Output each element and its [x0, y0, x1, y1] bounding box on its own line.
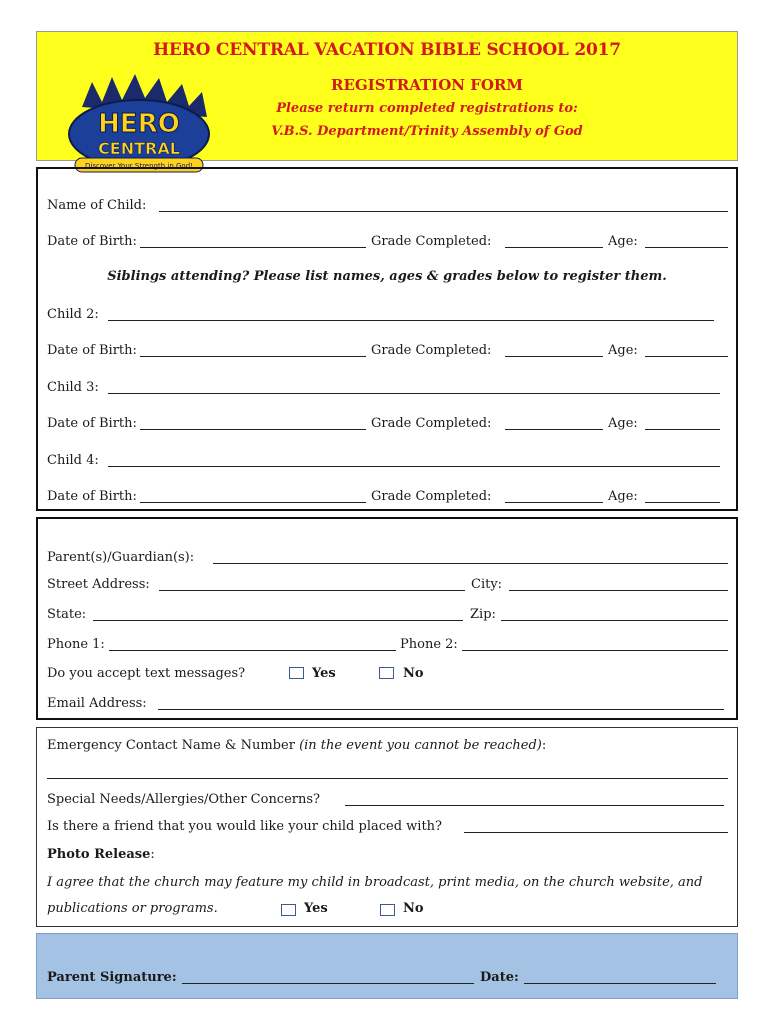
text-yes-checkbox[interactable] [289, 667, 304, 679]
child-4-field[interactable] [108, 466, 720, 467]
form-title: HERO CENTRAL VACATION BIBLE SCHOOL 2017 [153, 40, 621, 60]
email-row [47, 694, 728, 714]
parent-signature-label: Parent Signature: [47, 970, 177, 985]
dob-label: Date of Birth: [47, 343, 137, 358]
return-line-1: Please return completed registrations to: [276, 101, 578, 116]
text-messages-row [47, 664, 728, 684]
date-field[interactable] [524, 983, 716, 984]
grade-field[interactable] [505, 247, 603, 248]
siblings-note: Siblings attending? Please list names, ages & grades below to register them. [107, 269, 667, 284]
street-label: Street Address: [47, 577, 150, 592]
form-subtitle: REGISTRATION FORM [331, 76, 523, 94]
dob-field[interactable] [140, 247, 366, 248]
photo-no-checkbox[interactable] [380, 904, 395, 916]
agree-text-line-1: I agree that the church may feature my child in broadcast, print media, on the church website, and [47, 875, 703, 890]
phone-1-label: Phone 1: [47, 637, 105, 652]
dob-row-3 [47, 414, 728, 434]
age-field[interactable] [645, 247, 728, 248]
hero-central-logo [67, 72, 217, 182]
special-needs-field[interactable] [345, 805, 724, 806]
dob-field[interactable] [140, 429, 366, 430]
street-field[interactable] [159, 590, 465, 591]
dob-field[interactable] [140, 356, 366, 357]
guardian-field[interactable] [213, 563, 728, 564]
header-banner [36, 31, 738, 170]
dob-field[interactable] [140, 502, 366, 503]
child-2-field[interactable] [108, 320, 714, 321]
friend-field[interactable] [464, 832, 728, 833]
emergency-contact-row [47, 736, 728, 756]
grade-label: Grade Completed: [371, 489, 492, 504]
phone-1-field[interactable] [109, 650, 396, 651]
signature-section [36, 933, 738, 999]
photo-release-row [47, 845, 728, 865]
friend-label: Is there a friend that you would like your child placed with? [47, 819, 443, 834]
dob-row-1 [47, 232, 728, 252]
phone-row [47, 635, 728, 655]
guardian-row [47, 548, 728, 568]
city-label: City: [471, 577, 503, 592]
child-2-label: Child 2: [47, 307, 99, 322]
agree-text-line-2: publications or programs. [47, 901, 218, 916]
child-4-row [47, 451, 728, 471]
state-label: State: [47, 607, 87, 622]
city-field[interactable] [509, 590, 728, 591]
photo-yes-label: Yes [304, 901, 328, 916]
grade-label: Grade Completed: [371, 416, 492, 431]
text-no-label: No [403, 666, 424, 681]
photo-release-label: Photo Release: [47, 847, 155, 862]
dob-label: Date of Birth: [47, 489, 137, 504]
emergency-contact-label: Emergency Contact Name & Number (in the event you cannot be reached): [47, 738, 547, 753]
child-4-label: Child 4: [47, 453, 99, 468]
name-of-child-field[interactable] [159, 211, 728, 212]
grade-label: Grade Completed: [371, 234, 492, 249]
text-no-checkbox[interactable] [379, 667, 394, 679]
agree-line-1-row [47, 873, 728, 893]
logo-word-central: CENTRAL [98, 139, 180, 158]
logo-tagline: Discover Your Strength in God! [85, 162, 193, 170]
age-label: Age: [608, 489, 638, 504]
zip-label: Zip: [470, 607, 496, 622]
special-needs-label: Special Needs/Allergies/Other Concerns? [47, 792, 321, 807]
signature-row [47, 968, 728, 988]
child-3-label: Child 3: [47, 380, 99, 395]
name-of-child-row [47, 196, 728, 216]
name-of-child-label: Name of Child: [47, 198, 147, 213]
age-label: Age: [608, 234, 638, 249]
phone-2-label: Phone 2: [400, 637, 458, 652]
emergency-contact-field[interactable] [47, 778, 728, 779]
age-field[interactable] [645, 502, 720, 503]
state-row [47, 605, 728, 625]
friend-row [47, 817, 728, 837]
email-label: Email Address: [47, 696, 147, 711]
date-label: Date: [480, 970, 519, 985]
zip-field[interactable] [501, 620, 728, 621]
special-needs-row [47, 790, 728, 810]
photo-yes-checkbox[interactable] [281, 904, 296, 916]
dob-row-4 [47, 487, 728, 507]
grade-field[interactable] [505, 356, 603, 357]
grade-label: Grade Completed: [371, 343, 492, 358]
agree-line-2-row [47, 899, 728, 919]
age-field[interactable] [645, 429, 720, 430]
emergency-contact-line-row [47, 763, 728, 783]
dob-row-2 [47, 341, 728, 361]
email-field[interactable] [158, 709, 724, 710]
return-line-2: V.B.S. Department/Trinity Assembly of God [271, 124, 583, 139]
text-messages-question: Do you accept text messages? [47, 666, 246, 681]
photo-no-label: No [403, 901, 424, 916]
child-3-row [47, 378, 728, 398]
age-label: Age: [608, 416, 638, 431]
child-2-row [47, 305, 728, 325]
dob-label: Date of Birth: [47, 234, 137, 249]
age-label: Age: [608, 343, 638, 358]
street-row [47, 575, 728, 595]
logo-word-hero: HERO [98, 109, 180, 139]
child-3-field[interactable] [108, 393, 720, 394]
phone-2-field[interactable] [462, 650, 728, 651]
state-field[interactable] [93, 620, 463, 621]
guardian-label: Parent(s)/Guardian(s): [47, 550, 195, 565]
grade-field[interactable] [505, 502, 603, 503]
dob-label: Date of Birth: [47, 416, 137, 431]
grade-field[interactable] [505, 429, 603, 430]
age-field[interactable] [645, 356, 728, 357]
parent-signature-field[interactable] [182, 983, 474, 984]
text-yes-label: Yes [312, 666, 336, 681]
